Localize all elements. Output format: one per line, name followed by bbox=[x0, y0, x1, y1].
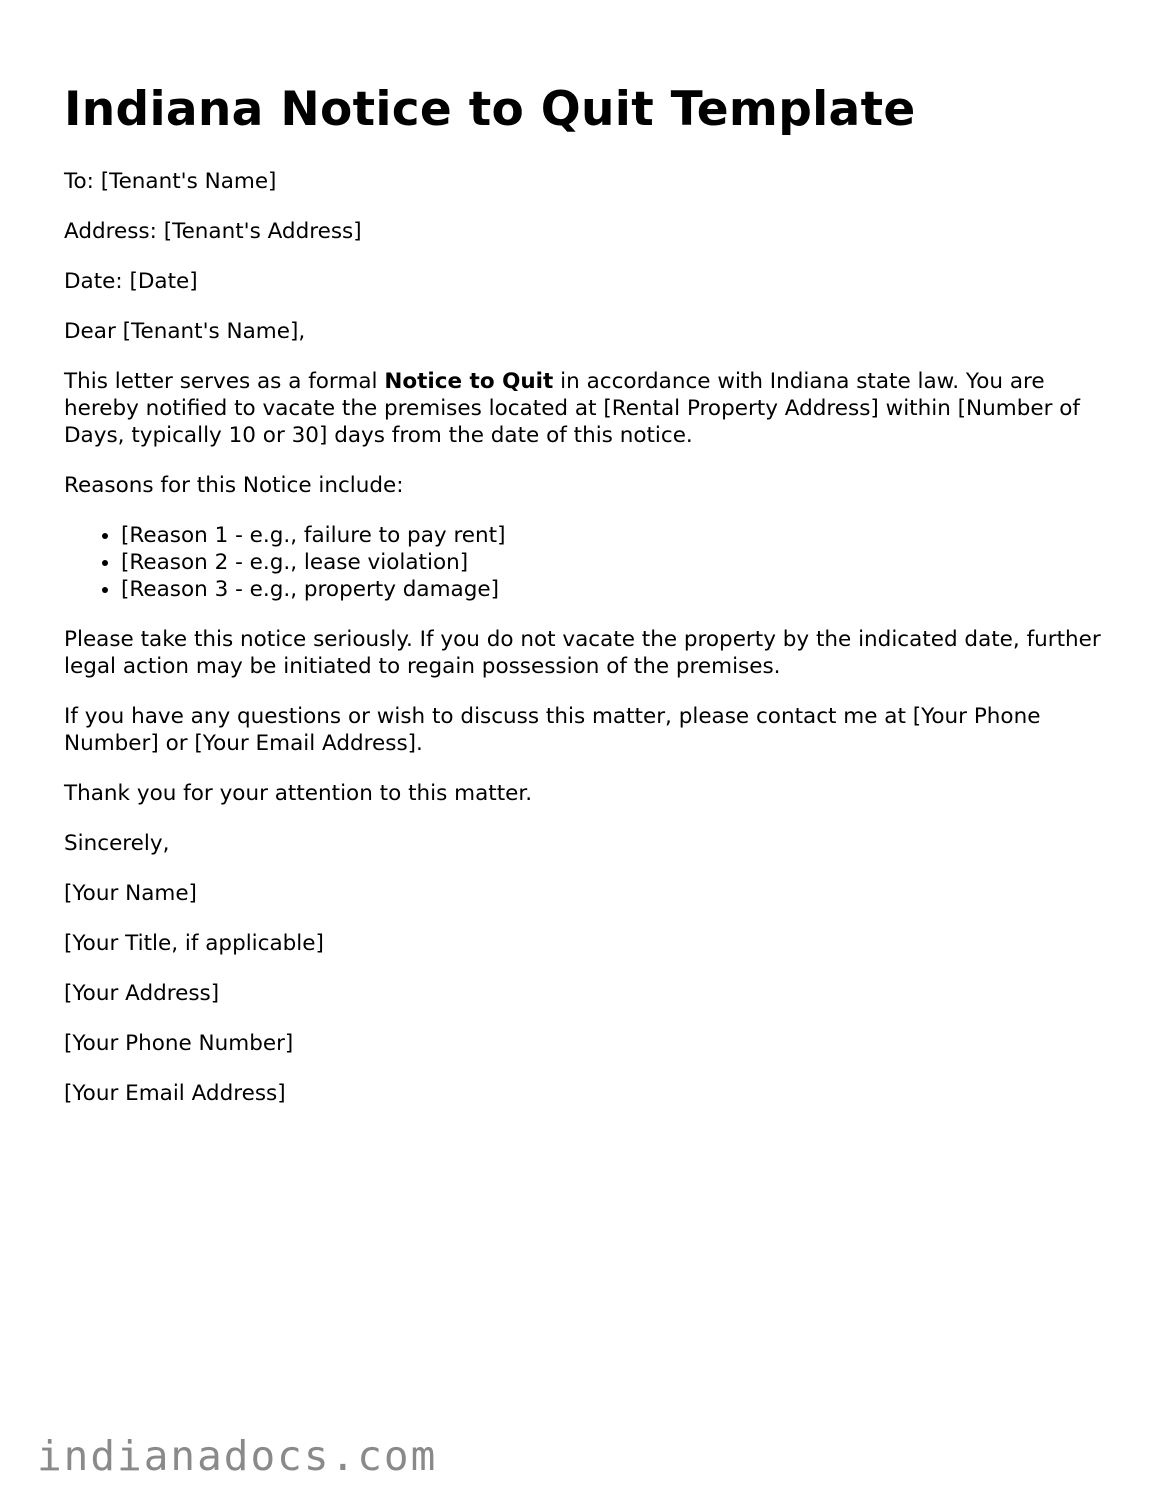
reason-item: • [Reason 3 - e.g., property damage] bbox=[121, 576, 1104, 603]
intro-text-after: in accordance with Indiana state law. You are hereby notified to vacate the premises located at [Rental Property Address] within [Number of Days, typically 10 or 30] days from the date of this notice. bbox=[64, 369, 1080, 448]
reason-item: • [Reason 1 - e.g., failure to pay rent] bbox=[121, 522, 1104, 549]
site-watermark: indianadocs.com bbox=[37, 1432, 438, 1480]
reasons-list bbox=[64, 522, 1104, 603]
thanks-line: Thank you for your attention to this matter. bbox=[64, 781, 533, 806]
signature-address: [Your Address] bbox=[64, 981, 220, 1006]
reasons-heading: Reasons for this Notice include: bbox=[64, 473, 404, 498]
signature-title: [Your Title, if applicable] bbox=[64, 931, 324, 956]
document-title: Indiana Notice to Quit Template bbox=[64, 82, 916, 137]
letter-body bbox=[64, 168, 1104, 1130]
notice-to-quit-emphasis: Notice to Quit bbox=[384, 369, 554, 394]
salutation: Dear [Tenant's Name], bbox=[64, 319, 306, 344]
signature-phone: [Your Phone Number] bbox=[64, 1031, 294, 1056]
closing-line: Sincerely, bbox=[64, 831, 170, 856]
recipient-line: To: [Tenant's Name] bbox=[64, 169, 277, 194]
signature-name: [Your Name] bbox=[64, 881, 197, 906]
date-line: Date: [Date] bbox=[64, 269, 198, 294]
signature-email: [Your Email Address] bbox=[64, 1081, 286, 1106]
warning-paragraph: Please take this notice seriously. If you do not vacate the property by the indicated date, further legal action may be initiated to regain possession of the premises. bbox=[64, 627, 1101, 679]
contact-paragraph: If you have any questions or wish to discuss this matter, please contact me at [Your Phone Number] or [Your Email Address]. bbox=[64, 704, 1041, 756]
intro-paragraph bbox=[64, 368, 1104, 449]
reason-item: • [Reason 2 - e.g., lease violation] bbox=[121, 549, 1104, 576]
intro-text-before: This letter serves as a formal bbox=[64, 369, 385, 394]
recipient-address-line: Address: [Tenant's Address] bbox=[64, 219, 362, 244]
